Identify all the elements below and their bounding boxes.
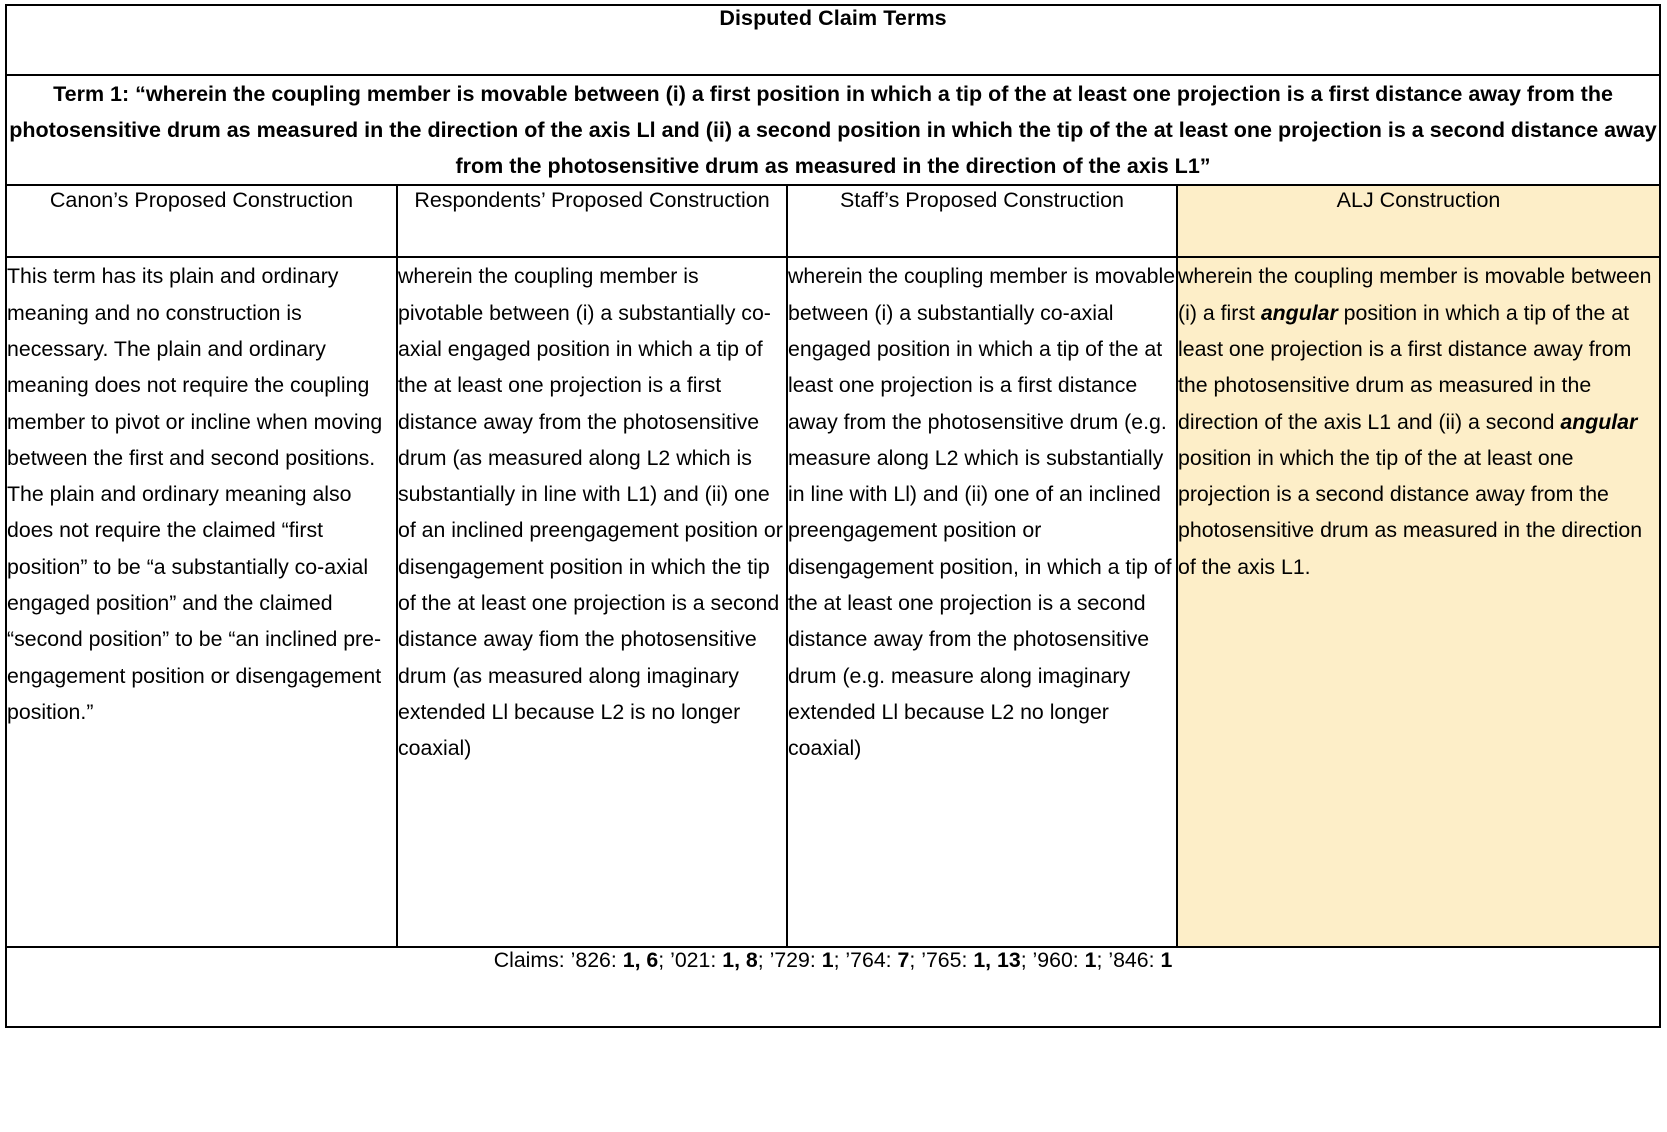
term-heading-row	[6, 75, 1660, 185]
claims-row	[6, 947, 1660, 1027]
claim-number: 1, 8	[722, 948, 758, 973]
column-header-alj: ALJ Construction	[1177, 185, 1660, 257]
claim-number: 1, 6	[622, 948, 659, 973]
table-title-row	[6, 5, 1660, 75]
emphasized-term: angular	[1560, 409, 1638, 434]
emphasized-term: angular	[1260, 300, 1338, 325]
page-title: Disputed Claim Terms	[6, 5, 1660, 75]
claims-list	[6, 947, 1660, 1027]
construction-text-canon: This term has its plain and ordinary meaning and no construction is necessary. The plain and ordinary meaning does not require the coupling member to pivot or incline when moving between the first and second positions. The plain and ordinary meaning also does not require the claimed “first position” to be “a substantially co-axial engaged position” and the claimed “second position” to be “an inclined pre-engagement position or disengagement position.”	[6, 257, 397, 947]
construction-text-staff: wherein the coupling member is movable between (i) a substantially co-axial engaged position in which a tip of the at least one projection is a first distance away from the photosensitive drum (e.g. measure along L2 which is substantially in line with Ll) and (ii) one of an inclined preengagement position or disengagement position, in which a tip of the at least one projection is a second distance away from the photosensitive drum (e.g. measure along imaginary extended Ll because L2 no longer coaxial)	[787, 257, 1177, 947]
column-header-staff: Staff’s Proposed Construction	[787, 185, 1177, 257]
text-run: position in which a tip of the at least one projection is a first distance away from the photosensitive drum as measured in the direction of the axis L1 and (ii) a second	[1178, 300, 1632, 434]
text-run: position in which the tip of the at least one projection is a second distance away from the photosensitive drum as measured in the direction of the axis L1.	[1178, 445, 1643, 579]
construction-body-row	[6, 257, 1660, 947]
construction-text-alj	[1177, 257, 1660, 947]
claim-number: 1	[821, 948, 834, 973]
claim-number: 7	[897, 948, 910, 973]
column-header-respondents: Respondents’ Proposed Construction	[397, 185, 787, 257]
term-heading: Term 1: “wherein the coupling member is movable between (i) a first position in which a tip of the at least one projection is a first distance away from the photosensitive drum as measured in the direction of the axis Ll and (ii) a second position in which the tip of the at least one projection is a second distance away from the photosensitive drum as measured in the direction of the axis L1”	[6, 75, 1660, 185]
column-header-canon: Canon’s Proposed Construction	[6, 185, 397, 257]
claim-number: 1	[1160, 948, 1173, 973]
claim-number: 1, 13	[973, 948, 1021, 973]
alj-segments	[1178, 258, 1659, 585]
text-run: wherein the coupling member is movable between (i) a first	[1178, 264, 1652, 325]
claim-number: 1	[1084, 948, 1097, 973]
construction-text-respondents: wherein the coupling member is pivotable between (i) a substantially co-axial engaged position in which a tip of the at least one projection is a first distance away from the photosensitive drum (as measured along L2 which is substantially in line with L1) and (ii) one of an inclined preengagement position or disengagement position in which the tip of the at least one projection is a second distance away fiom the photosensitive drum (as measured along imaginary extended Ll because L2 is no longer coaxial)	[397, 257, 787, 947]
claims-list-text: Claims: ’826: 1, 6; ’021: 1, 8; ’729: 1; ’764: 7; ’765: 1, 13; ’960: 1; ’846: 1	[493, 948, 1173, 973]
column-header-row	[6, 185, 1660, 257]
disputed-claim-terms-table	[5, 4, 1661, 1028]
